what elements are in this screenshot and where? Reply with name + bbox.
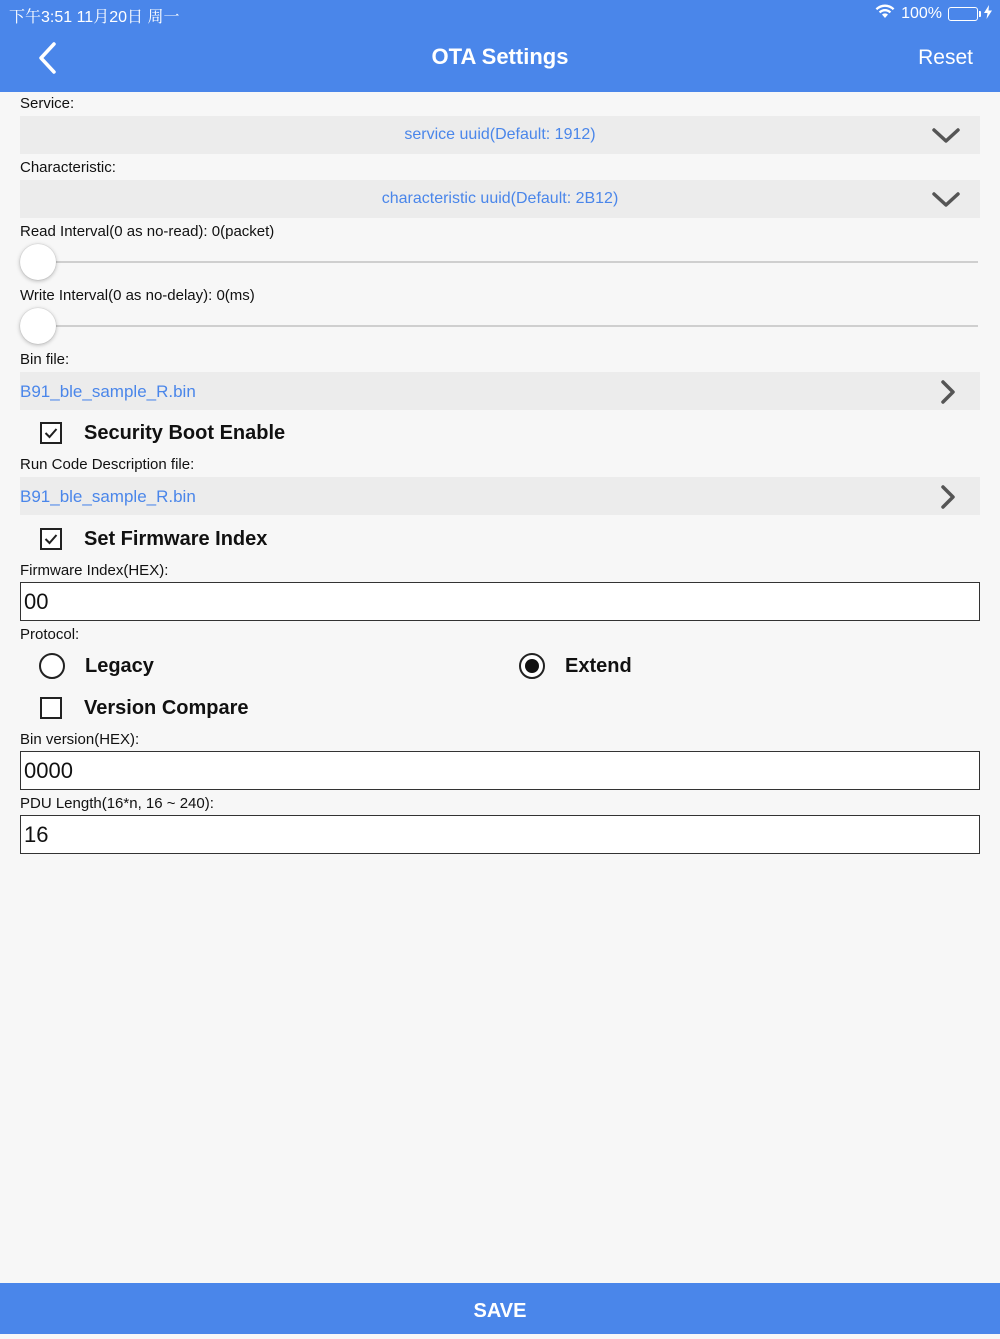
slider-thumb[interactable] [20, 244, 56, 280]
chevron-right-icon [940, 380, 956, 404]
save-button[interactable]: SAVE [0, 1283, 1000, 1334]
page-title: OTA Settings [431, 44, 569, 69]
read-interval-slider[interactable] [20, 242, 978, 282]
chevron-down-icon [932, 128, 960, 144]
write-interval-label: Write Interval(0 as no-delay): 0(ms) [20, 287, 255, 304]
checkbox-box[interactable] [40, 528, 62, 550]
run-code-file-value: B91_ble_sample_R.bin [20, 487, 196, 506]
top-bar [0, 0, 1000, 92]
bin-version-input[interactable] [20, 751, 980, 790]
set-firmware-index-label: Set Firmware Index [84, 527, 268, 550]
wifi-icon [875, 4, 895, 24]
battery-percent: 100% [901, 5, 942, 22]
pdu-length-label: PDU Length(16*n, 16 ~ 240): [20, 795, 214, 812]
protocol-label: Protocol: [20, 626, 80, 643]
characteristic-value: characteristic uuid(Default: 2B12) [381, 190, 619, 207]
checkmark-icon [44, 427, 58, 439]
radio-circle[interactable] [519, 653, 545, 679]
bin-version-label: Bin version(HEX): [20, 731, 140, 748]
characteristic-dropdown[interactable] [20, 180, 980, 218]
service-value: service uuid(Default: 1912) [404, 126, 596, 143]
security-boot-label: Security Boot Enable [84, 421, 286, 444]
bin-file-value: B91_ble_sample_R.bin [20, 382, 196, 401]
security-boot-checkbox[interactable] [40, 420, 285, 446]
battery-icon [948, 7, 978, 21]
status-right [875, 4, 992, 24]
set-firmware-index-checkbox[interactable] [40, 526, 267, 552]
checkbox-box[interactable] [40, 422, 62, 444]
protocol-legacy-label: Legacy [85, 654, 154, 677]
chevron-down-icon [932, 192, 960, 208]
service-dropdown[interactable] [20, 116, 980, 154]
service-label: Service: [20, 95, 75, 112]
characteristic-label: Characteristic: [20, 159, 116, 176]
version-compare-checkbox[interactable] [40, 695, 249, 721]
chevron-right-icon [940, 485, 956, 509]
bin-file-label: Bin file: [20, 351, 70, 368]
protocol-extend-radio[interactable] [519, 652, 632, 680]
checkbox-box[interactable] [40, 697, 62, 719]
version-compare-label: Version Compare [84, 696, 249, 719]
run-code-file-selector[interactable] [20, 477, 980, 515]
read-interval-label: Read Interval(0 as no-read): 0(packet) [20, 223, 275, 240]
radio-circle[interactable] [39, 653, 65, 679]
slider-track [20, 325, 978, 327]
protocol-legacy-radio[interactable] [39, 652, 154, 680]
protocol-extend-label: Extend [565, 654, 632, 677]
slider-track [20, 261, 978, 263]
firmware-index-label: Firmware Index(HEX): [20, 562, 169, 579]
pdu-length-input[interactable] [20, 815, 980, 854]
reset-button[interactable]: Reset [918, 46, 973, 69]
write-interval-slider[interactable] [20, 306, 978, 346]
firmware-index-input[interactable] [20, 582, 980, 621]
status-time: 下午3:51 11月20日 周一 [9, 9, 180, 26]
bin-file-selector[interactable] [20, 372, 980, 410]
slider-thumb[interactable] [20, 308, 56, 344]
run-code-file-label: Run Code Description file: [20, 456, 195, 473]
bolt-icon [984, 5, 992, 24]
checkmark-icon [44, 533, 58, 545]
